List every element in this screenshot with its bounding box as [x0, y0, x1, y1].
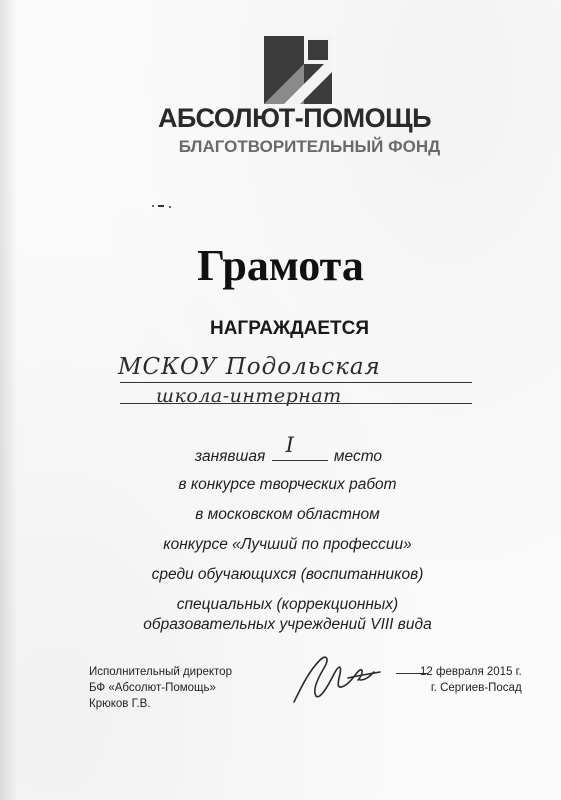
body-line: в конкурсе творческих работ: [178, 476, 397, 493]
organization-name: АБСОЛЮТ-ПОМОЩЬ: [157, 103, 432, 133]
body-line: в московском областном: [195, 506, 380, 523]
place-blank: [272, 433, 328, 461]
date-place-block: [420, 664, 522, 696]
place-line: [0, 433, 561, 466]
recipient-name-line2: школа-интернат: [156, 385, 342, 407]
body-line: специальных (коррекционных): [176, 596, 399, 613]
place-prefix: занявшая: [194, 448, 266, 465]
handwritten-signature: [290, 650, 400, 710]
place-suffix: место: [333, 448, 383, 465]
body-line: конкурсе «Лучший по профессии»: [163, 536, 412, 553]
organization-subtitle: БЛАГОТВОРИТЕЛЬНЫЙ ФОНД: [178, 137, 441, 156]
body-line: образовательных учреждений VIII вида: [143, 616, 432, 633]
signer-title: Исполнительный директор: [89, 666, 232, 678]
foundation-logo-icon: [264, 36, 332, 104]
certificate-title: Грамота: [197, 241, 364, 290]
signer-organization: БФ «Абсолют-Помощь»: [89, 682, 216, 694]
place-value: I: [285, 433, 294, 457]
recipient-name-line1: МСКОУ Подольская: [118, 354, 381, 380]
certificate-city: г. Сергиев-Посад: [430, 682, 522, 694]
certificate-date: 12 февраля 2015 г.: [420, 666, 522, 678]
recipient-rule-1: [120, 382, 472, 383]
scan-specks: [150, 202, 190, 210]
awarded-label: НАГРАЖДАЕТСЯ: [209, 318, 370, 339]
signer-name: Крюков Г.В.: [89, 698, 151, 710]
body-line: среди обучающихся (воспитанников): [151, 566, 424, 583]
recipient-rule-2: [120, 403, 472, 404]
signer-block: [89, 664, 232, 712]
